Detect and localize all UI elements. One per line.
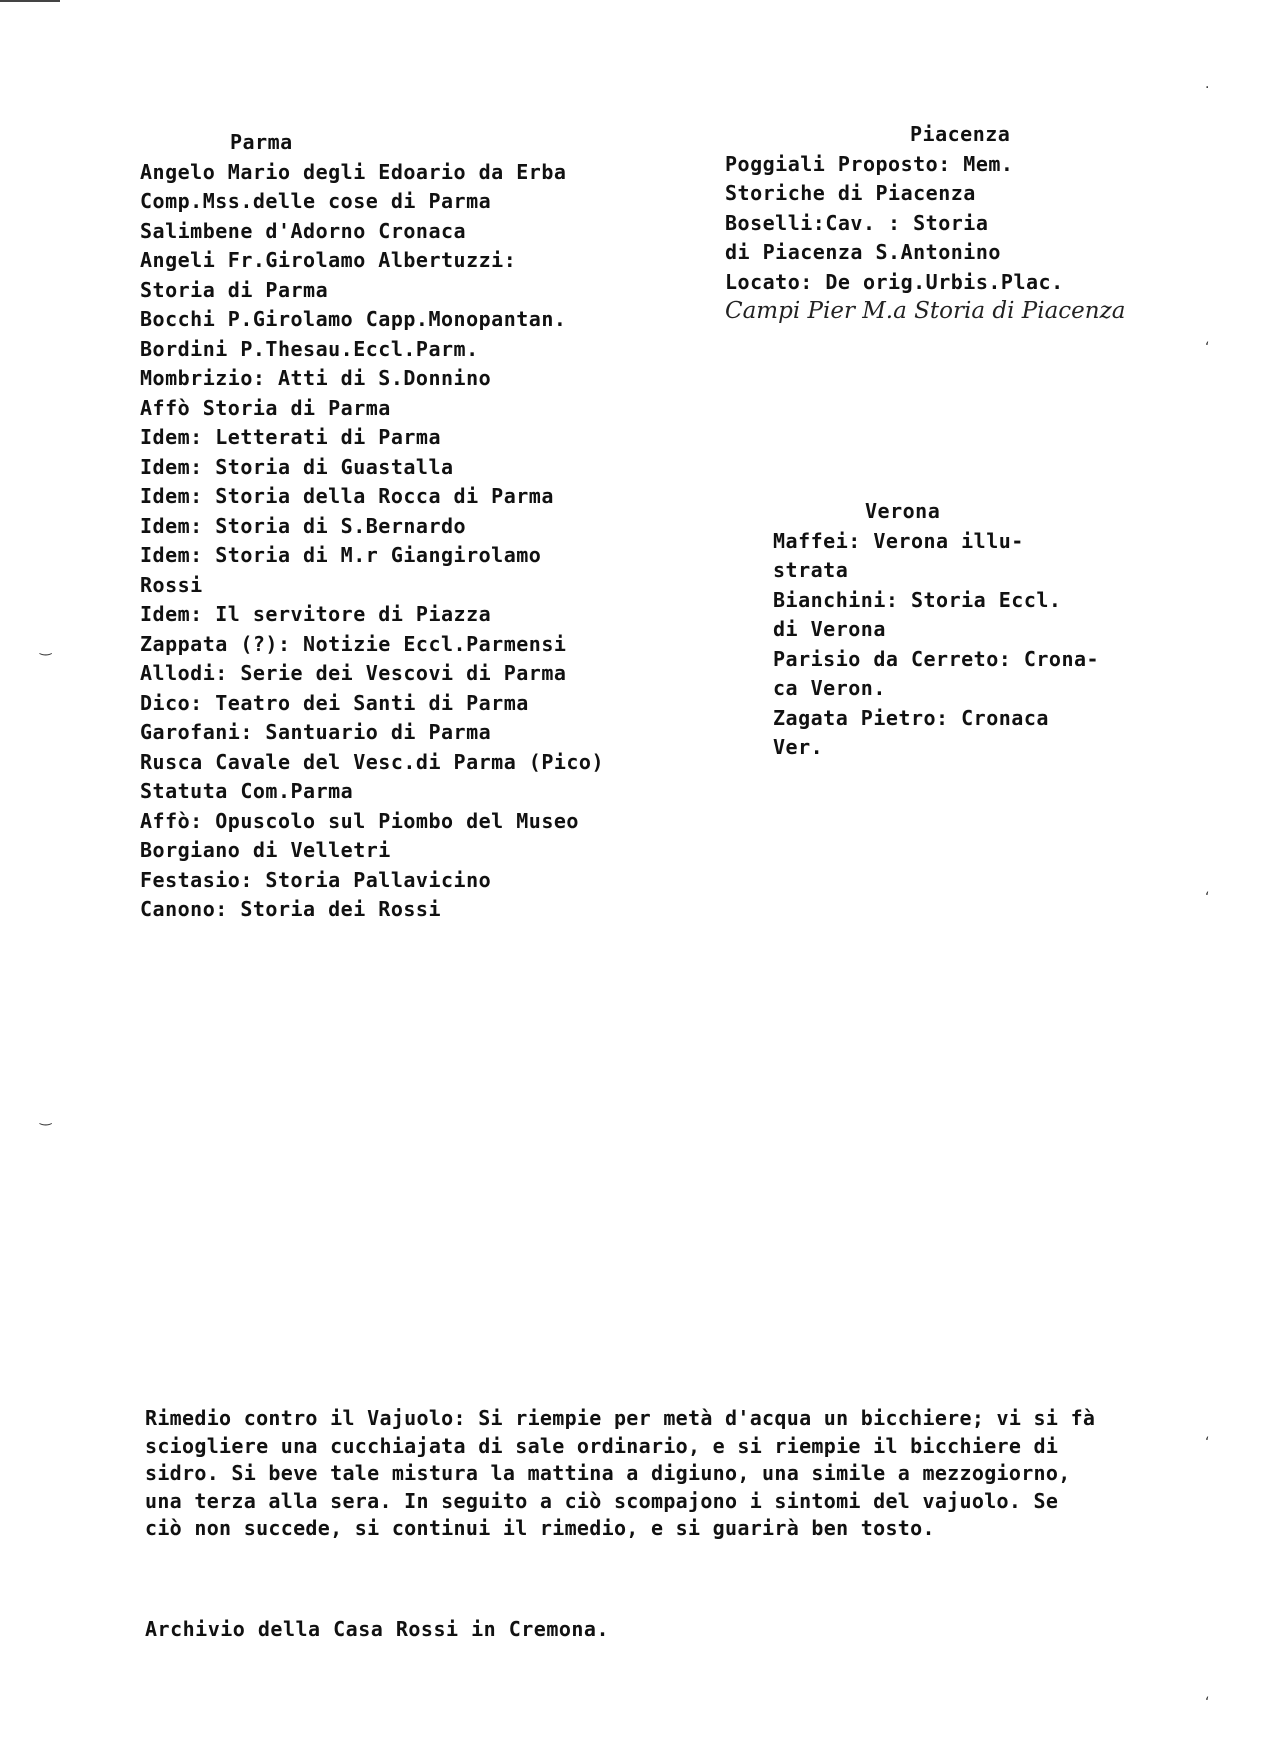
list-item: Storia di Parma (140, 277, 329, 302)
list-item: Idem: Storia di S.Bernardo (140, 513, 467, 538)
list-item: Bianchini: Storia Eccl. (773, 587, 1062, 612)
list-item: Maffei: Verona illu- (773, 528, 1024, 553)
list-item: Boselli:Cav. : Storia (725, 210, 989, 235)
list-item: Locato: De orig.Urbis.Plac. (725, 269, 1064, 294)
parma-heading: Parma (230, 130, 293, 154)
remedy-paragraph: Rimedio contro il Vajuolo: Si riempie per metà d'acqua un bicchiere; vi si fà sciogliere una cucchiajata di sale ordinario, e si riempie il bicchiere di sidro. Si beve tale mistura la mattina a digiuno, una simile a mezzogiorno, una terza alla sera. In seguito a ciò scompajono i sintomi del vajuolo. Se ciò non succede, si continui il rimedio, e si guarirà ben tosto. (145, 1406, 1096, 1540)
list-item: Borgiano di Velletri (140, 838, 391, 862)
list-item: Affò Storia di Parma (140, 395, 391, 420)
list-item: Angeli Fr.Girolamo Albertuzzi: (140, 248, 517, 272)
list-item: Rossi (140, 572, 203, 597)
list-item: Angelo Mario degli Edoario da Erba (140, 159, 567, 184)
list-item: Poggiali Proposto: Mem. (725, 151, 1014, 176)
list-item: Bocchi P.Girolamo Capp.Monopantan. (140, 307, 567, 331)
list-item: Bordini P.Thesau.Eccl.Parm. (140, 336, 479, 361)
list-item: Idem: Storia di M.r Giangirolamo (140, 543, 542, 567)
margin-mark: ‿ (40, 1110, 52, 1126)
piacenza-entry-list (725, 150, 1185, 327)
margin-mark: ‘ (1205, 890, 1210, 906)
piacenza-section (725, 120, 1185, 327)
margin-mark: ‘ (1205, 1695, 1210, 1711)
list-item: Affò: Opuscolo sul Piombo del Museo (140, 808, 579, 833)
list-item: Idem: Il servitore di Piazza (140, 602, 492, 626)
list-item: Allodi: Serie dei Vescovi di Parma (140, 661, 567, 685)
parma-section (140, 128, 740, 925)
list-item: Festasio: Storia Pallavicino (140, 867, 492, 892)
parma-entry-list (140, 158, 740, 925)
list-item: Idem: Letterati di Parma (140, 425, 441, 449)
list-item: Statuta Com.Parma (140, 779, 354, 803)
margin-mark: ‘ (1205, 340, 1210, 356)
list-item: ca Veron. (773, 676, 886, 700)
scan-edge-mark (0, 0, 60, 2)
margin-mark: · (1205, 80, 1210, 96)
list-item: di Piacenza S.Antonino (725, 240, 1001, 264)
list-item: Dico: Teatro dei Santi di Parma (140, 690, 529, 715)
list-item: Ver. (773, 735, 824, 759)
handwritten-note: Campi Pier M.a Storia di Piacenza (725, 298, 1126, 324)
list-item: di Verona (773, 617, 886, 641)
archive-source: Archivio della Casa Rossi in Cremona. (145, 1617, 610, 1641)
list-item: Rusca Cavale del Vesc.di Parma (Pico) (140, 749, 605, 774)
list-item: Garofani: Santuario di Parma (140, 720, 492, 744)
list-item: Idem: Storia di Guastalla (140, 454, 454, 479)
list-item: Canono: Storia dei Rossi (140, 897, 441, 921)
list-item: Zagata Pietro: Cronaca (773, 705, 1049, 730)
list-item: Comp.Mss.delle cose di Parma (140, 189, 492, 213)
piacenza-heading: Piacenza (910, 122, 1011, 146)
list-item: Zappata (?): Notizie Eccl.Parmensi (140, 631, 567, 656)
verona-section (773, 497, 1193, 763)
list-item: Salimbene d'Adorno Cronaca (140, 218, 467, 243)
list-item: Parisio da Cerreto: Crona- (773, 646, 1100, 671)
margin-mark: ‘ (1205, 1435, 1210, 1451)
list-item: Storiche di Piacenza (725, 181, 976, 205)
verona-heading: Verona (865, 499, 941, 523)
list-item: Mombrizio: Atti di S.Donnino (140, 366, 492, 390)
verona-entry-list (773, 527, 1193, 763)
list-item: strata (773, 558, 849, 582)
margin-mark: ‿ (40, 640, 52, 656)
list-item: Idem: Storia della Rocca di Parma (140, 484, 554, 508)
